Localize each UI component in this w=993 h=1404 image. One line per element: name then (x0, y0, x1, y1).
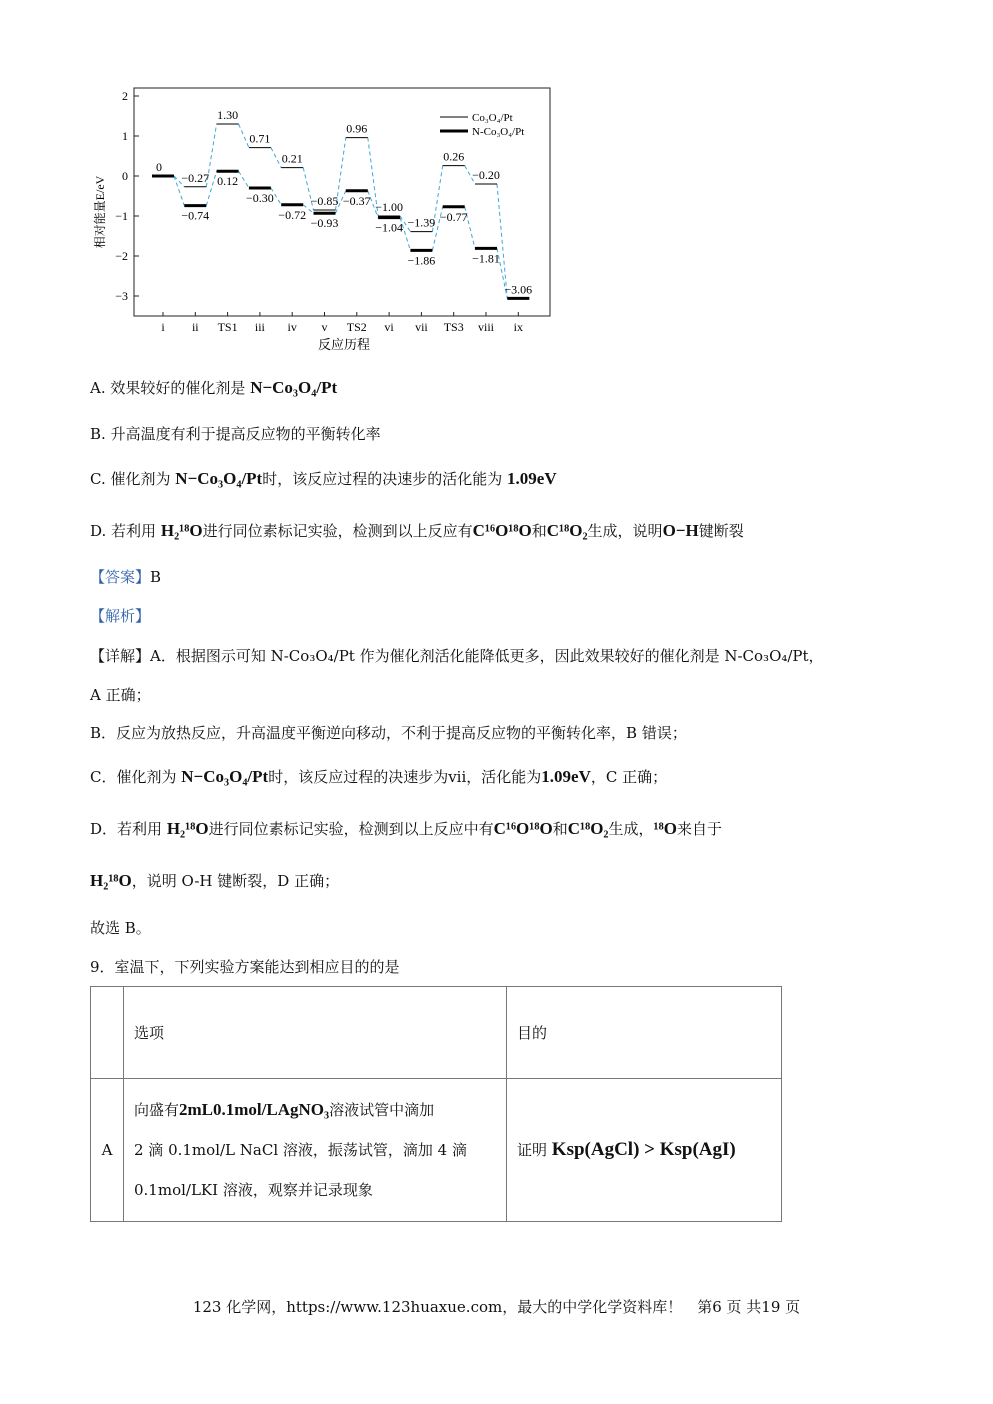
legend-label-co3o4: Co₃O₄/Pt (472, 112, 513, 124)
row-a-purpose-formula: Ksp(AgCl) > Ksp(AgI) (551, 1139, 736, 1160)
energy-profile-chart (88, 82, 558, 354)
x-axis (161, 312, 523, 334)
row-a-formula: 2mL0.1mol/LAgNO₃ (179, 1100, 330, 1119)
table-row-a (91, 1079, 782, 1222)
y-tick-label: −1 (115, 209, 128, 223)
row-a-line1-post: 溶液试管中滴加 (329, 1101, 435, 1119)
detail-d-line2 (90, 870, 339, 892)
x-tick-label: i (161, 320, 165, 334)
legend-label-n-co3o4: N-Co₃O₄/Pt (472, 126, 525, 138)
data-label: −0.85 (310, 194, 339, 208)
detail-d-formula-co2b: C¹⁸O₂ (567, 819, 609, 838)
y-tick-label: −3 (115, 289, 128, 303)
header-cell-blank (91, 987, 124, 1079)
data-label: −1.81 (472, 251, 500, 266)
y-tick-label: 0 (122, 169, 128, 183)
x-tick-label: TS3 (443, 320, 464, 334)
detail-c-end: ，C 正确； (590, 768, 668, 786)
page-footer: 123 化学网，https://www.123huaxue.com，最大的中学化学资料库！ 第6 页 共19 页 (192, 1298, 801, 1316)
conclusion: 故选 B。 (90, 919, 151, 937)
detail-c-mid: 时，该反应过程的决速步为vii，活化能为 (268, 768, 542, 786)
option-c (90, 468, 557, 490)
x-tick-label: vii (415, 320, 428, 334)
answer-line (90, 566, 161, 588)
row-a-procedure (124, 1079, 507, 1222)
detail-a-line2: A 正确； (90, 686, 151, 704)
data-label: 1.30 (217, 108, 239, 122)
data-label: 0.96 (346, 121, 368, 136)
x-tick-label: iv (287, 320, 297, 334)
answer-label: 【答案】 (90, 568, 151, 586)
row-a-label: A (91, 1079, 124, 1222)
analysis-label: 【解析】 (90, 607, 151, 625)
data-label: −0.37 (342, 193, 371, 208)
detail-d-formula-co2a: C¹⁶O¹⁸O (493, 819, 553, 838)
legend (440, 112, 524, 138)
option-d-mid: 进行同位素标记实验，检测到以上反应有 (202, 522, 473, 540)
row-a-line2: 2 滴 0.1mol/L NaCl 溶液，振荡试管，滴加 4 滴 (134, 1141, 467, 1159)
detail-c-formula: N−Co₃O₄/Pt (181, 767, 269, 786)
option-c-value: 1.09eV (507, 469, 557, 488)
detail-d-and: 和 (552, 820, 568, 838)
x-tick-label: ix (513, 320, 523, 334)
y-axis-label: 相对能量E/eV (93, 175, 107, 249)
table-header-row (91, 987, 782, 1079)
detail-d-mid: 进行同位素标记实验，检测到以上反应中有 (208, 820, 494, 838)
connector (239, 171, 249, 188)
row-a-purpose-pre: 证明 (517, 1141, 548, 1159)
data-label: −1.04 (375, 220, 403, 235)
option-c-formula: N−Co₃O₄/Pt (175, 469, 263, 488)
detail-a-line1 (90, 645, 824, 667)
data-label: −3.06 (504, 282, 533, 297)
data-label: −0.20 (472, 168, 500, 182)
option-d-and: 和 (531, 522, 547, 540)
x-tick-label: v (321, 320, 328, 334)
detail-a-text: A．根据图示可知 N-Co₃O₄/Pt 作为催化剂活化能降低更多，因此效果较好的催化剂是 N-Co₃O₄/Pt， (150, 647, 824, 665)
data-label: −0.72 (278, 207, 307, 222)
option-a (90, 377, 337, 399)
answer-value: B (150, 568, 162, 586)
connector (239, 124, 249, 148)
data-label: −0.93 (310, 216, 339, 231)
option-b-letter: B. (90, 425, 106, 443)
connector (497, 184, 507, 298)
row-a-line1 (134, 1090, 496, 1130)
option-a-letter: A. (90, 379, 106, 397)
data-label: 0.71 (249, 131, 271, 146)
data-label: −1.00 (375, 200, 403, 214)
y-tick-label: 2 (122, 89, 128, 103)
y-tick-label: 1 (122, 129, 128, 143)
header-cell-option: 选项 (124, 987, 507, 1079)
option-b (90, 423, 381, 445)
detail-d2-text: ，说明 O-H 键断裂，D 正确； (131, 872, 340, 890)
option-d-formula-co2a: C¹⁶O¹⁸O (472, 521, 532, 540)
data-label: −1.86 (407, 253, 436, 268)
option-a-text: 效果较好的催化剂是 (110, 379, 246, 397)
detail-d-line1 (90, 818, 722, 840)
option-d-formula-water: H₂¹⁸O (160, 521, 203, 540)
option-d-end: 键断裂 (698, 522, 744, 540)
data-label: −0.30 (246, 191, 274, 205)
detail-d-end: 来自于 (676, 820, 722, 838)
data-label: 0.26 (443, 149, 465, 164)
row-a-line1-pre: 向盛有 (134, 1101, 180, 1119)
data-label: −0.77 (439, 209, 468, 224)
row-a-purpose (507, 1079, 782, 1222)
detail-b: B．反应为放热反应，升高温度平衡逆向移动，不利于提高反应物的平衡转化率，B 错误； (90, 724, 687, 742)
option-c-letter: C. (90, 470, 106, 488)
option-c-pre: 催化剂为 (110, 470, 171, 488)
detail-d-formula-water: H₂¹⁸O (166, 819, 209, 838)
option-d-formula-oh: O−H (662, 521, 699, 540)
detail-d-formula-o18: ¹⁸O (653, 819, 677, 838)
detail-c (90, 766, 667, 788)
data-label: 0.12 (217, 174, 239, 189)
data-label: −0.27 (181, 170, 210, 185)
header-cell-purpose: 目的 (507, 987, 782, 1079)
data-label: −0.74 (181, 208, 210, 223)
option-b-text: 升高温度有利于提高反应物的平衡转化率 (110, 425, 381, 443)
x-tick-label: ii (191, 320, 199, 334)
detail-d-post: 生成， (608, 820, 654, 838)
option-a-formula: N−Co₃O₄/Pt (250, 378, 338, 397)
y-axis (115, 89, 139, 303)
detail-c-pre: C．催化剂为 (90, 768, 177, 786)
question-9-stem: 9．室温下，下列实验方案能达到相应目的的是 (90, 958, 400, 976)
y-tick-label: −2 (115, 249, 128, 263)
option-d (90, 520, 744, 542)
x-tick-label: TS2 (346, 320, 367, 334)
x-tick-label: TS1 (217, 320, 238, 334)
detail-d2-formula: H₂¹⁸O (90, 871, 132, 890)
x-axis-label: 反应历程 (317, 337, 371, 352)
option-d-formula-co2b: C¹⁸O₂ (546, 521, 588, 540)
question-9-table (90, 986, 782, 1222)
x-tick-label: iii (254, 320, 265, 334)
connector (271, 148, 281, 168)
option-d-post: 生成，说明 (587, 522, 663, 540)
x-tick-label: vi (384, 320, 394, 334)
data-label: −1.39 (407, 215, 436, 230)
detail-d-pre: D．若利用 (90, 820, 163, 838)
option-d-pre: 若利用 (111, 522, 157, 540)
data-label: 0.21 (281, 151, 303, 166)
row-a-line3: 0.1mol/LKI 溶液，观察并记录现象 (134, 1181, 373, 1199)
detail-c-value: 1.09eV (541, 767, 591, 786)
x-tick-label: viii (477, 320, 495, 334)
option-c-mid: 时，该反应过程的决速步的活化能为 (262, 470, 503, 488)
data-label: 0 (156, 160, 162, 174)
detail-label: 【详解】 (90, 647, 151, 665)
option-d-letter: D. (90, 522, 107, 540)
